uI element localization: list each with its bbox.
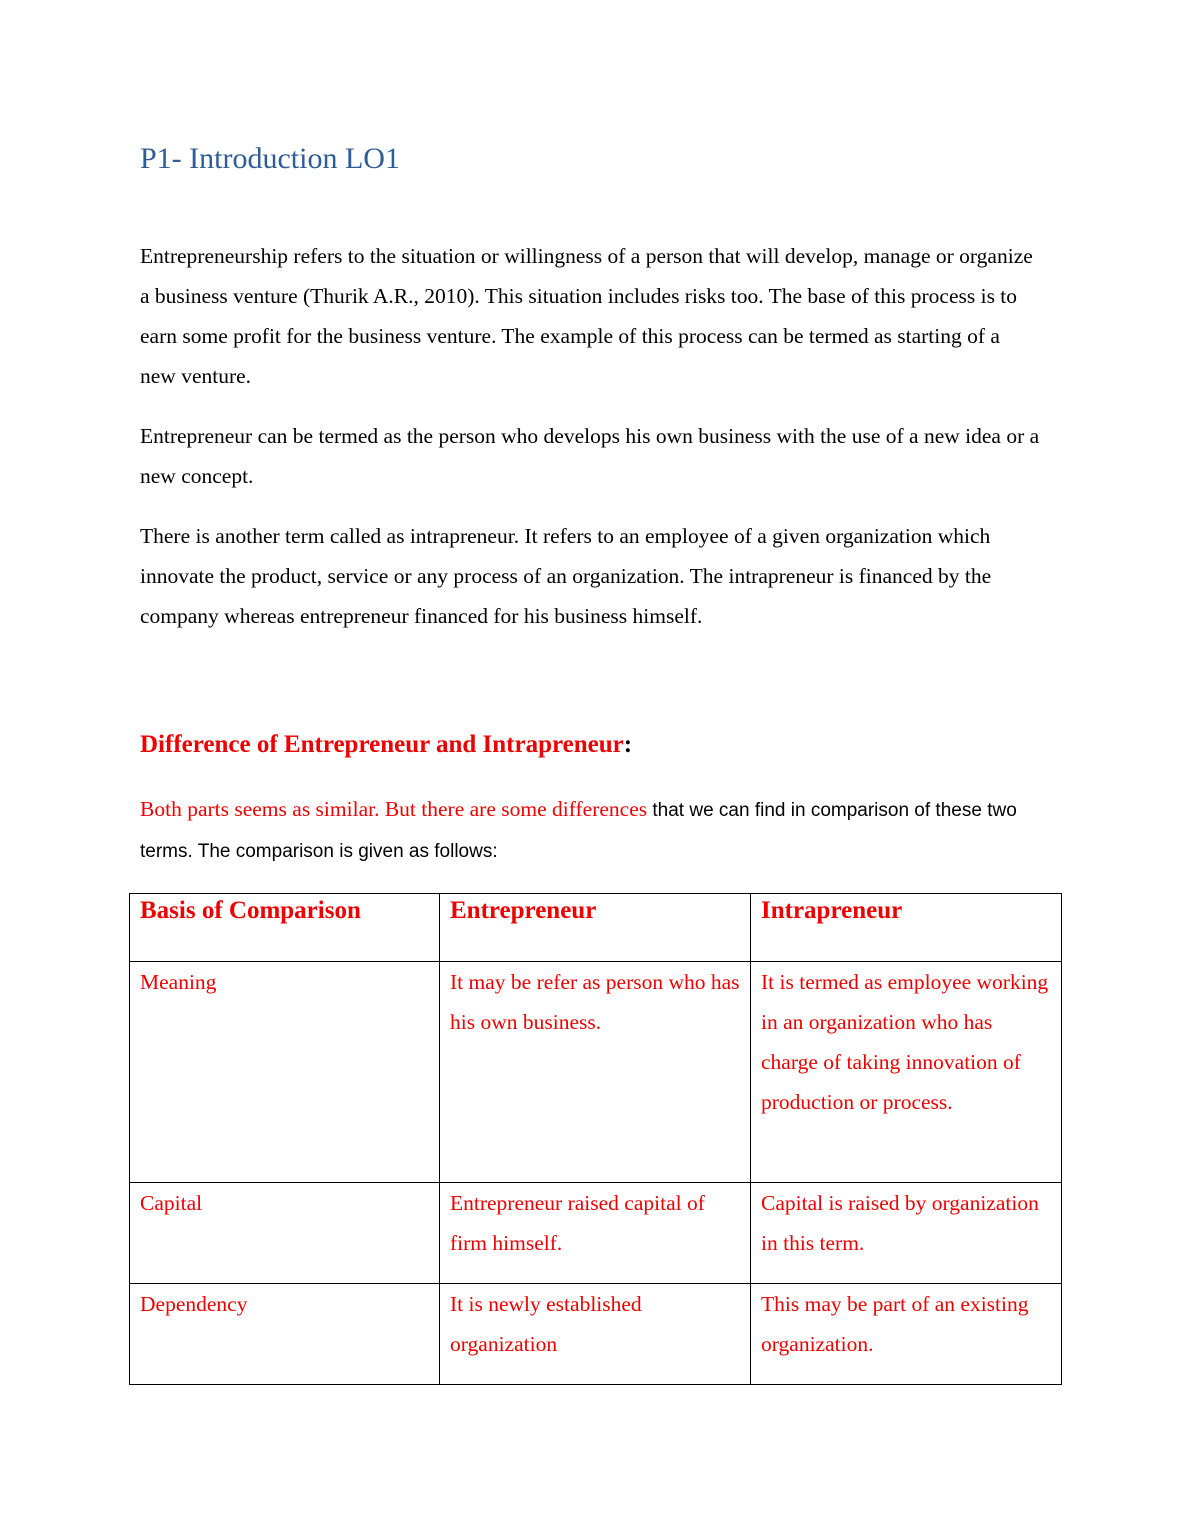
paragraph-entrepreneurship: Entrepreneurship refers to the situation or willingness of a person that will develop, manage or organize a business venture (Thurik A.R., 2010). This situation includes risks too. The base of this process is to earn some profit for the business venture. The example of this process can be termed as starting of a new venture.	[140, 244, 1033, 388]
header-basis: Basis of Comparison	[130, 894, 440, 962]
cell-intrapreneur: This may be part of an existing organization.	[751, 1284, 1062, 1385]
header-entrepreneur: Entrepreneur	[440, 894, 751, 962]
section-heading-introduction: P1- Introduction LO1	[140, 142, 400, 175]
comparison-table	[129, 893, 1062, 1385]
comparison-intro-red: Both parts seems as similar. But there are some differences	[140, 797, 648, 821]
difference-title: Difference of Entrepreneur and Intrapreneur	[140, 731, 624, 758]
header-intrapreneur: Intrapreneur	[751, 894, 1062, 962]
comparison-intro	[140, 789, 1050, 873]
paragraph-entrepreneur: Entrepreneur can be termed as the person who develops his own business with the use of a new idea or a new concept.	[140, 424, 1040, 488]
table-row	[130, 1183, 1062, 1284]
cell-entrepreneur: It may be refer as person who has his own business.	[440, 962, 751, 1183]
table-header-row	[130, 894, 1062, 962]
difference-title-colon: :	[623, 731, 633, 758]
paragraph-intrapreneur: There is another term called as intrapreneur. It refers to an employee of a given organization which innovate the product, service or any process of an organization. The intrapreneur is financed by the company whereas entrepreneur financed for his business himself.	[140, 524, 992, 628]
cell-basis: Dependency	[130, 1284, 440, 1385]
section-heading-difference	[140, 727, 632, 763]
cell-entrepreneur: It is newly established organization	[440, 1284, 751, 1385]
cell-intrapreneur: It is termed as employee working in an organization who has charge of taking innovation of production or process.	[751, 962, 1062, 1183]
cell-basis: Capital	[130, 1183, 440, 1284]
cell-intrapreneur: Capital is raised by organization in this term.	[751, 1183, 1062, 1284]
comparison-intro-black: that we can find in comparison of these two terms. The comparison is given as follows:	[140, 800, 1017, 862]
cell-basis: Meaning	[130, 962, 440, 1183]
table-row	[130, 1284, 1062, 1385]
cell-entrepreneur: Entrepreneur raised capital of firm himself.	[440, 1183, 751, 1284]
table-row	[130, 962, 1062, 1183]
